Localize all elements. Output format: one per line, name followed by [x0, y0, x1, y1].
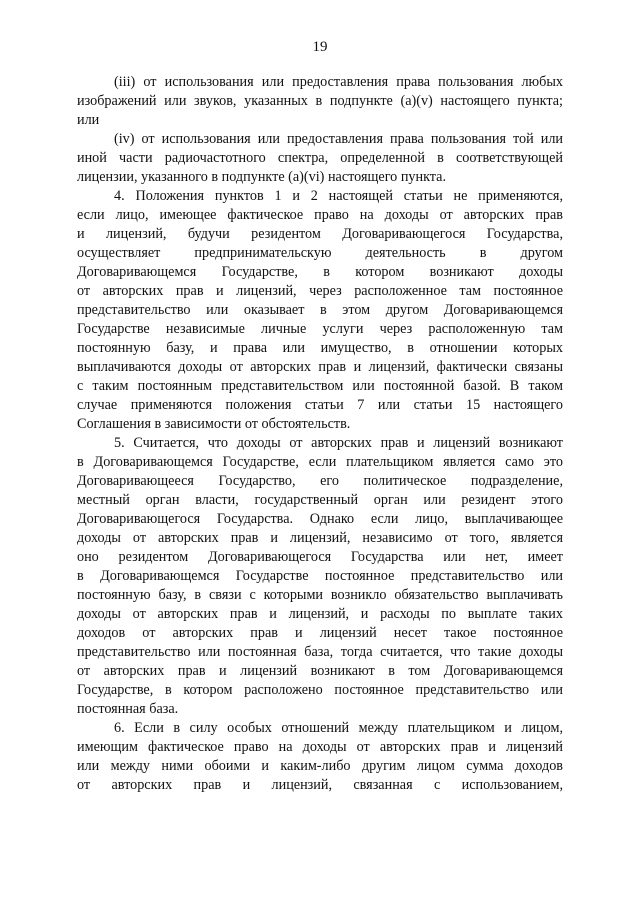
text-line: 6. Если в силу особых отношений между плательщиком и лицом, [114, 720, 563, 736]
text-line: постоянная база. [77, 701, 179, 717]
text-line: 4. Положения пунктов 1 и 2 настоящей статьи не применяются, [114, 188, 563, 204]
text-line: Договаривающемся Государстве, в котором возникают доходы [77, 264, 563, 280]
text-line: Государстве, в котором расположено постоянное представительство или [77, 682, 563, 698]
text-line: Государстве независимые личные услуги через расположенную там [77, 321, 563, 337]
text-line: иной части радиочастотного спектра, определенной в соответствующей [77, 150, 563, 166]
text-line: Договаривающееся Государство, его политическое подразделение, [77, 473, 563, 489]
text-line: в Договаривающемся Государстве, если плательщиком является само это [77, 454, 563, 470]
text-line: от авторских прав и лицензий возникают в том Договаривающемся [77, 663, 563, 679]
text-line: оно резидентом Договаривающегося Государства или нет, имеет [77, 549, 563, 565]
text-line: от авторских прав и лицензий, через расположенное там постоянное [77, 283, 563, 299]
text-line: местный орган власти, государственный орган или резидент этого [77, 492, 563, 508]
text-line: случае применяются положения статьи 7 или статьи 15 настоящего [77, 397, 563, 413]
text-line: осуществляет предпринимательскую деятельность в другом [77, 245, 563, 261]
text-line: постоянную базу, и права или имущество, в отношении которых [77, 340, 563, 356]
text-line: имеющим фактическое право на доходы от авторских прав и лицензий [77, 739, 563, 755]
text-line: Соглашения в зависимости от обстоятельств. [77, 416, 351, 432]
text-line: представительство или оказывает в этом другом Договаривающемся [77, 302, 563, 318]
text-line: лицензии, указанного в подпункте (a)(vi) настоящего пункта. [77, 169, 447, 185]
text-line: постоянную базу, в связи с которыми возникло обязательство выплачивать [77, 587, 563, 603]
page-number: 19 [312, 39, 328, 55]
text-line: доходов от авторских прав и лицензий несет такое постоянное [77, 625, 563, 641]
text-line: в Договаривающемся Государстве постоянное представительство или [77, 568, 563, 584]
text-line: изображений или звуков, указанных в подпункте (a)(v) настоящего пункта; [77, 93, 563, 109]
text-line: представительство или постоянная база, тогда считается, что такие доходы [77, 644, 563, 660]
text-line: или [77, 112, 100, 128]
text-line: доходы от авторских прав и лицензий, независимо от того, является [77, 530, 563, 546]
text-line: Договаривающегося Государства. Однако если лицо, выплачивающее [77, 511, 563, 527]
text-line: или между ними обоими и каким-либо другим лицом сумма доходов [77, 758, 563, 774]
text-line: доходы от авторских прав и лицензий, и расходы по выплате таких [77, 606, 563, 622]
text-line: (iii) от использования или предоставления права пользования любых [114, 74, 563, 90]
text-line: с таким постоянным представительством или постоянной базой. В таком [77, 378, 563, 394]
document-body [77, 73, 563, 795]
text-line: от авторских прав и лицензий, связанная с использованием, [77, 777, 563, 793]
text-line: выплачиваются доходы от авторских прав и лицензий, фактически связаны [77, 359, 563, 375]
text-line: 5. Считается, что доходы от авторских прав и лицензий возникают [114, 435, 563, 451]
text-line: (iv) от использования или предоставления права пользования той или [114, 131, 563, 147]
text-line: и лицензий, будучи резидентом Договаривающегося Государства, [77, 226, 563, 242]
text-line: если лицо, имеющее фактическое право на доходы от авторских прав [77, 207, 563, 223]
